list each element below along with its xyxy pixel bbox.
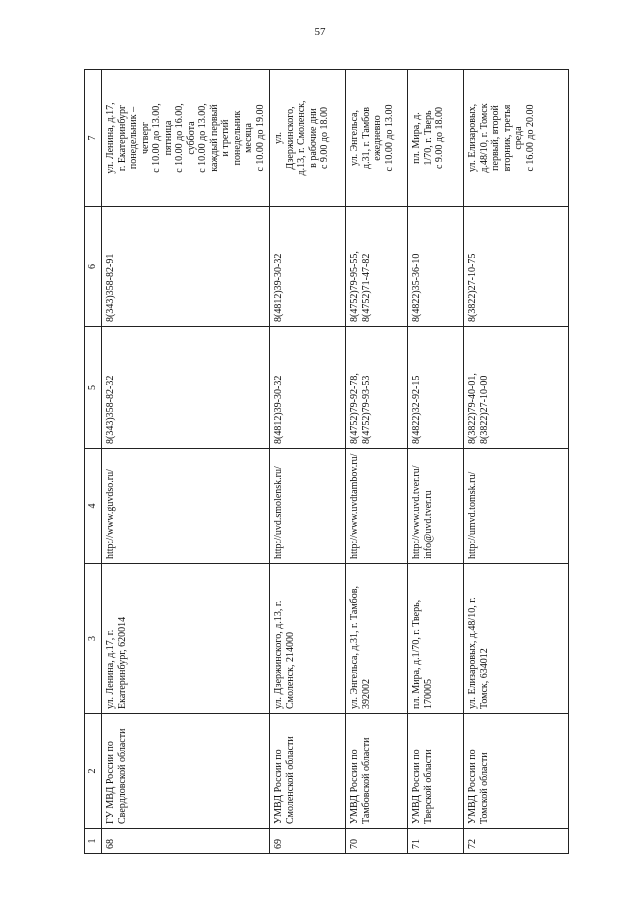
- reception-schedule: [270, 70, 346, 207]
- table-row: [346, 70, 408, 854]
- table-container: [84, 70, 554, 854]
- schedule-line: понедельник: [231, 110, 243, 166]
- website-link[interactable]: http://uvd.smolensk.ru/: [270, 449, 346, 564]
- schedule-line: вторник, третья: [501, 104, 513, 172]
- schedule-line: д.31, г. Тамбов: [360, 107, 372, 169]
- phone-main: 8(4752)79-92-78, 8(4752)79-93-53: [346, 327, 408, 449]
- address: ул. Энгельса, д.31, г. Тамбов, 392002: [346, 564, 408, 714]
- table-row: [464, 70, 569, 854]
- row-number: 72: [464, 829, 569, 854]
- schedule-line: д.13, г. Смоленск,: [296, 100, 307, 176]
- schedule-line: с 16.00 до 20.00: [524, 104, 536, 172]
- column-header: 7: [85, 70, 102, 207]
- schedule-line: ул. Энгельса,: [349, 110, 360, 166]
- phone-duty: 8(343)358-82-91: [102, 207, 270, 327]
- page-number: 57: [314, 26, 326, 38]
- schedule-line: с 9.00 до 18.00: [319, 106, 330, 170]
- row-number: 70: [346, 829, 408, 854]
- phone-main: 8(4822)32-92-15: [408, 327, 464, 449]
- row-number: 71: [408, 829, 464, 854]
- schedule-line: четверг: [139, 121, 151, 155]
- schedule-line: первый, второй: [490, 105, 501, 171]
- reception-schedule: [464, 70, 569, 207]
- website-link[interactable]: http://www.guvdso.ru/: [102, 449, 270, 564]
- website-link[interactable]: http://www.uvdtambov.ru/: [346, 449, 408, 564]
- organization-name: УМВД России по Смоленской области: [270, 714, 346, 829]
- phone-main: 8(3822)79-40-01, 8(3822)27-10-00: [464, 327, 569, 449]
- column-header: 4: [85, 449, 102, 564]
- schedule-line: г. Екатеринбург: [116, 104, 128, 172]
- address: ул. Елизаровых, д.48/10, г. Томск, 634012: [464, 564, 569, 714]
- contact-table: [84, 69, 569, 854]
- table-row: [102, 70, 270, 854]
- schedule-line: среда: [513, 126, 524, 150]
- schedule-line: 1/70, г. Тверь: [422, 110, 434, 166]
- schedule-line: с 10.00 до 13.00: [383, 104, 395, 172]
- organization-name: УМВД России по Тамбовской области: [346, 714, 408, 829]
- schedule-line: с 9.00 до 18.00: [434, 106, 445, 170]
- schedule-line: ул. Елизаровых,: [467, 103, 478, 173]
- schedule-line: и третий: [220, 119, 231, 157]
- website-link[interactable]: http://www.uvd.tver.ru/ info@uvd.tver.ru: [408, 449, 464, 564]
- reception-schedule: [102, 70, 270, 207]
- column-header: 1: [85, 829, 102, 854]
- schedule-line: с 10.00 до 13.00,: [197, 103, 208, 173]
- schedule-line: пл. Мира, д.: [411, 112, 422, 164]
- schedule-line: пятница: [162, 120, 174, 156]
- phone-duty: 8(4822)35-36-10: [408, 207, 464, 327]
- organization-name: УМВД России по Тверской области: [408, 714, 464, 829]
- website-link[interactable]: http://umvd.tomsk.ru/: [464, 449, 569, 564]
- schedule-line: с 10.00 до 19.00: [254, 104, 266, 172]
- address: ул. Дзержинского, д.13, г. Смоленск, 214000: [270, 564, 346, 714]
- row-number: 69: [270, 829, 346, 854]
- organization-name: ГУ МВД России по Свердловской области: [102, 714, 270, 829]
- phone-duty: 8(3822)27-10-75: [464, 207, 569, 327]
- schedule-line: суббота: [185, 121, 197, 155]
- schedule-line: Дзержинского,: [284, 106, 296, 170]
- schedule-line: понедельник –: [128, 106, 139, 170]
- phone-main: 8(343)358-82-32: [102, 327, 270, 449]
- schedule-line: ул. Ленина, д.17,: [105, 102, 116, 174]
- schedule-line: ежедневно: [372, 115, 383, 161]
- table-row: [270, 70, 346, 854]
- table-header-row: [85, 70, 102, 854]
- organization-name: УМВД России по Томской области: [464, 714, 569, 829]
- address: пл. Мира, д.1/70, г. Тверь, 170005: [408, 564, 464, 714]
- row-number: 68: [102, 829, 270, 854]
- schedule-line: д.48/10, г. Томск: [478, 103, 490, 173]
- schedule-line: каждый первый: [208, 104, 220, 172]
- table-row: [408, 70, 464, 854]
- schedule-line: ул.: [273, 131, 284, 145]
- schedule-line: в рабочие дни: [307, 108, 319, 168]
- reception-schedule: [408, 70, 464, 207]
- column-header: 5: [85, 327, 102, 449]
- phone-duty: 8(4752)79-95-55, 8(4752)71-47-82: [346, 207, 408, 327]
- reception-schedule: [346, 70, 408, 207]
- address: ул. Ленина, д.17, г. Екатеринбург, 620014: [102, 564, 270, 714]
- column-header: 2: [85, 714, 102, 829]
- column-header: 3: [85, 564, 102, 714]
- schedule-line: месяца: [243, 123, 254, 153]
- schedule-line: с 10.00 до 13.00,: [151, 103, 162, 173]
- column-header: 6: [85, 207, 102, 327]
- schedule-line: с 10.00 до 16.00,: [174, 103, 185, 173]
- phone-main: 8(4812)39-30-32: [270, 327, 346, 449]
- phone-duty: 8(4812)39-30-32: [270, 207, 346, 327]
